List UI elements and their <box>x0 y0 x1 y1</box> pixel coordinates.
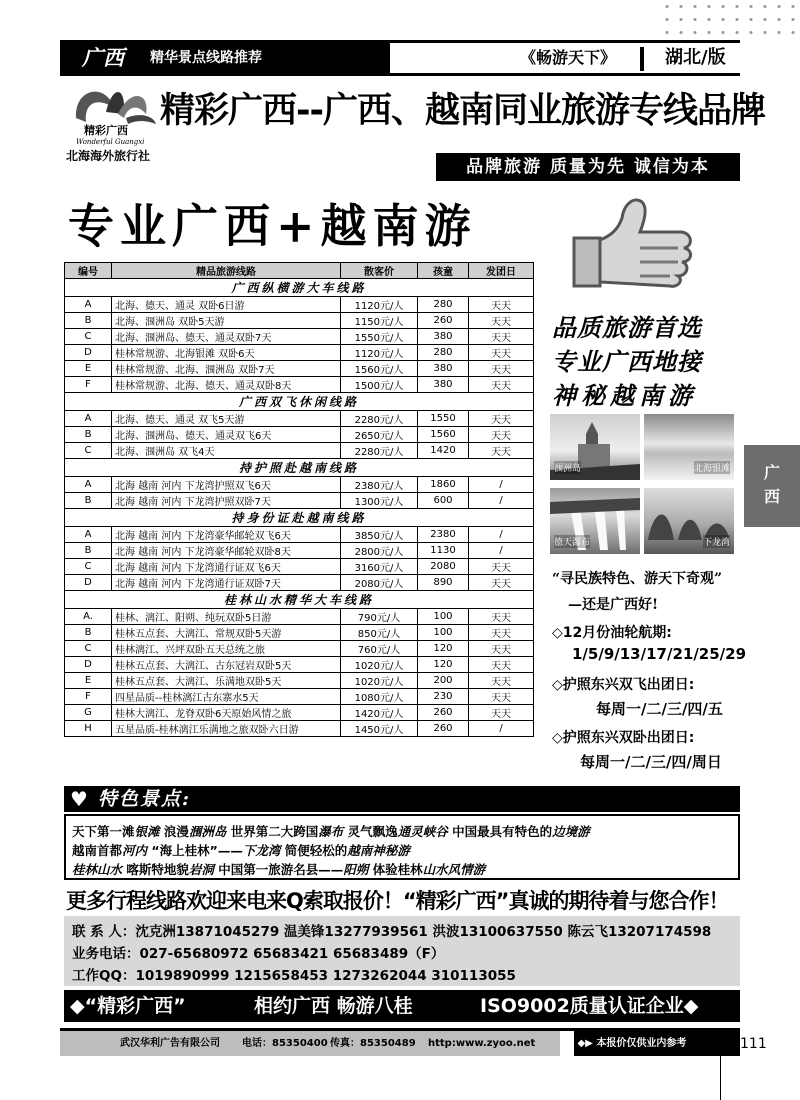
tagline-3: 神秘越南游 <box>552 381 697 410</box>
cell-route: 桂林常规游、北海、德天、通灵双卧8天 <box>112 377 341 393</box>
diamond-arrow-icon: ◆▶ <box>366 47 391 66</box>
table-row <box>65 543 534 559</box>
cell-price: 1120元/人 <box>341 345 418 361</box>
cell-price: 2280元/人 <box>341 443 418 459</box>
features-line-1 <box>72 822 590 840</box>
section-title: 持身份证赴越南线路 <box>65 509 534 527</box>
cell-code: E <box>65 361 112 377</box>
table-row <box>65 689 534 705</box>
cell-code: D <box>65 657 112 673</box>
bottom-slogan-middle: 相约广西 畅游八桂 <box>254 995 413 1017</box>
cell-code: B <box>65 493 112 509</box>
more-routes-line: 更多行程线路欢迎来电来Q索取报价！“精彩广西”真诚的期待着与您合作！ <box>66 889 729 913</box>
cell-code: A <box>65 477 112 493</box>
cell-child: 2080 <box>418 559 469 575</box>
feature-emph: 边境游 <box>552 824 590 839</box>
feature-text: “海上桂林”—— <box>151 843 243 858</box>
table-row <box>65 477 534 493</box>
cell-route: 北海、德天、通灵 双卧6日游 <box>112 297 341 313</box>
cell-child: 120 <box>418 641 469 657</box>
cell-depart: 天天 <box>469 297 534 313</box>
cell-route: 桂林漓江、兴坪双卧五天总统之旅 <box>112 641 341 657</box>
cell-depart: 天天 <box>469 559 534 575</box>
cell-price: 1080元/人 <box>341 689 418 705</box>
side-tab-char: 广 <box>763 463 780 482</box>
feature-text: 浪漫 <box>163 824 189 839</box>
cell-depart: 天天 <box>469 361 534 377</box>
cell-price: 850元/人 <box>341 625 418 641</box>
feature-emph: 瀑布 <box>318 824 344 839</box>
heart-icon: ♥ <box>70 787 88 811</box>
table-row <box>65 673 534 689</box>
cell-child: 200 <box>418 673 469 689</box>
cell-depart: 天天 <box>469 329 534 345</box>
cell-price: 790元/人 <box>341 609 418 625</box>
cell-child: 100 <box>418 609 469 625</box>
cell-child: 380 <box>418 377 469 393</box>
cell-price: 2380元/人 <box>341 477 418 493</box>
section-title: 广西双飞休闲线路 <box>65 393 534 411</box>
cell-price: 2080元/人 <box>341 575 418 591</box>
section-header-row <box>65 279 534 297</box>
cell-route: 北海、涠洲岛 双卧5天游 <box>112 313 341 329</box>
photo-label: 德天瀑布 <box>554 535 590 548</box>
cell-child: 600 <box>418 493 469 509</box>
cell-child: 380 <box>418 329 469 345</box>
col-header-code: 编号 <box>65 263 112 279</box>
cell-code: F <box>65 689 112 705</box>
cell-child: 1420 <box>418 443 469 459</box>
cell-depart: 天天 <box>469 377 534 393</box>
bottom-slogan-bar <box>64 990 740 1022</box>
cell-depart: 天天 <box>469 625 534 641</box>
table-row <box>65 705 534 721</box>
cell-code: A <box>65 527 112 543</box>
brand-headline: 精彩广西--广西、越南同业旅游专线品牌 <box>160 91 766 131</box>
cell-price: 1550元/人 <box>341 329 418 345</box>
cell-price: 3160元/人 <box>341 559 418 575</box>
feature-text: 简便轻松的 <box>284 843 348 858</box>
feature-text: 灵气飘逸 <box>347 824 398 839</box>
cell-route: 五星品质-桂林漓江乐满地之旅双卧六日游 <box>112 721 341 737</box>
cell-child: 380 <box>418 361 469 377</box>
footer-fax: 传真：85350489 <box>330 1038 416 1049</box>
photo-weizhou-island <box>550 414 640 480</box>
table-row <box>65 329 534 345</box>
section-title: 桂林山水精华大车线路 <box>65 591 534 609</box>
cell-route: 桂林五点套、大漓江、古东冠岩双卧5天 <box>112 657 341 673</box>
cell-child: 280 <box>418 297 469 313</box>
cell-route: 北海 越南 河内 下龙湾通行证双飞6天 <box>112 559 341 575</box>
cell-route: 北海 越南 河内 下龙湾护照双卧7天 <box>112 493 341 509</box>
cell-code: E <box>65 673 112 689</box>
cell-code: C <box>65 443 112 459</box>
section-header-row <box>65 459 534 477</box>
feature-text: 越南首都 <box>72 843 123 858</box>
cell-child: 1860 <box>418 477 469 493</box>
cell-route: 北海 越南 河内 下龙湾护照双飞6天 <box>112 477 341 493</box>
cell-code: F <box>65 377 112 393</box>
logo-text: 精彩广西 <box>84 124 128 137</box>
cell-route: 北海、涠洲岛 双飞4天 <box>112 443 341 459</box>
cell-child: 100 <box>418 625 469 641</box>
section-header-row <box>65 591 534 609</box>
cell-code: B <box>65 313 112 329</box>
table-row <box>65 527 534 543</box>
schedule-heading: ◇12月份油轮航期: <box>552 625 672 641</box>
col-header-price: 散客价 <box>341 263 418 279</box>
cell-child: 260 <box>418 721 469 737</box>
cell-route: 北海 越南 河内 下龙湾豪华邮轮双飞6天 <box>112 527 341 543</box>
agency-name: 北海海外旅行社 <box>66 149 151 163</box>
footer-company: 武汉华利广告有限公司 <box>120 1038 220 1049</box>
table-row <box>65 313 534 329</box>
table-row <box>65 345 534 361</box>
cell-child: 1560 <box>418 427 469 443</box>
cell-depart: 天天 <box>469 411 534 427</box>
bottom-slogan-right: ISO9002质量认证企业◆ <box>480 995 699 1017</box>
quote-line-1: “寻民族特色、游天下奇观” <box>552 571 723 587</box>
feature-emph: 银滩 <box>134 824 160 839</box>
cell-price: 2280元/人 <box>341 411 418 427</box>
cell-route: 北海、德天、通灵 双飞5天游 <box>112 411 341 427</box>
cell-code: C <box>65 329 112 345</box>
footer-note-box <box>574 1031 740 1056</box>
cell-code: C <box>65 559 112 575</box>
col-header-child: 孩童 <box>418 263 469 279</box>
feature-emph: 桂林山水 <box>72 862 123 877</box>
contact-people: 联 系 人：沈克洲13871045279 温美锋13277939561 洪波13100637550 陈云飞13207174598 <box>72 924 712 940</box>
cell-child: 1550 <box>418 411 469 427</box>
cell-route: 北海 越南 河内 下龙湾豪华邮轮双卧8天 <box>112 543 341 559</box>
feature-text: 喀斯特地貌 <box>126 862 189 877</box>
cell-child: 260 <box>418 705 469 721</box>
cell-route: 桂林五点套、大漓江、乐满地双卧5天 <box>112 673 341 689</box>
cell-route: 北海 越南 河内 下龙湾通行证双卧7天 <box>112 575 341 591</box>
schedule-value: 每周一/二/三/四/周日 <box>580 753 722 771</box>
cell-price: 1560元/人 <box>341 361 418 377</box>
cell-child: 890 <box>418 575 469 591</box>
side-tab-guangxi <box>744 445 800 527</box>
feature-text: 中国第一旅游名县—— <box>218 862 344 877</box>
footer-arrow-icon: ◆▶ <box>574 1038 597 1049</box>
cell-price: 1450元/人 <box>341 721 418 737</box>
cell-depart: 天天 <box>469 575 534 591</box>
bottom-slogan-left: ◆“精彩广西” <box>70 995 186 1017</box>
cell-code: H <box>65 721 112 737</box>
cell-route: 桂林常规游、北海银滩 双卧6天 <box>112 345 341 361</box>
cell-price: 1020元/人 <box>341 657 418 673</box>
cell-route: 桂林五点套、大漓江、常规双卧5天游 <box>112 625 341 641</box>
table-row <box>65 427 534 443</box>
cell-price: 2800元/人 <box>341 543 418 559</box>
logo-subtext: Wonderful Guangxi <box>76 138 145 146</box>
cell-price: 760元/人 <box>341 641 418 657</box>
cell-code: B <box>65 543 112 559</box>
table-row <box>65 361 534 377</box>
table-row <box>65 657 534 673</box>
photo-label: 北海银滩 <box>694 461 730 474</box>
cell-depart: 天天 <box>469 443 534 459</box>
section-title: 持护照赴越南线路 <box>65 459 534 477</box>
cell-route: 桂林常规游、北海、涠洲岛 双卧7天 <box>112 361 341 377</box>
table-row <box>65 443 534 459</box>
cell-depart: 天天 <box>469 345 534 361</box>
cell-code: B <box>65 427 112 443</box>
features-box <box>64 814 740 880</box>
feature-emph: 阳朔 <box>343 862 369 877</box>
table-row <box>65 411 534 427</box>
table-row <box>65 609 534 625</box>
feature-emph: 涠洲岛 <box>188 824 227 839</box>
feature-emph: 河内 <box>122 843 148 858</box>
page-footer <box>60 1028 740 1059</box>
col-header-route: 精品旅游线路 <box>112 263 341 279</box>
cell-code: C <box>65 641 112 657</box>
routes-table <box>64 262 534 737</box>
col-header-depart: 发团日 <box>469 263 534 279</box>
photo-halong-bay <box>644 488 734 554</box>
quote-line-2: —还是广西好! <box>568 597 659 613</box>
brand-slogan: 品牌旅游 质量为先 诚信为本 <box>436 153 740 181</box>
cell-price: 1150元/人 <box>341 313 418 329</box>
cell-depart: 天天 <box>469 705 534 721</box>
table-row <box>65 641 534 657</box>
page-number: 111 <box>740 1036 767 1052</box>
cell-price: 1500元/人 <box>341 377 418 393</box>
features-line-2 <box>72 841 410 859</box>
cell-depart: 天天 <box>469 427 534 443</box>
schedule-value: 每周一/二/三/四/五 <box>596 700 723 718</box>
cell-route: 北海、涠洲岛、德天、通灵双卧7天 <box>112 329 341 345</box>
cell-price: 1420元/人 <box>341 705 418 721</box>
schedule-heading: ◇护照东兴双卧出团日: <box>552 730 695 746</box>
side-tab-char: 西 <box>763 487 780 506</box>
cell-route: 桂林、漓江、阳朔、纯玩双卧5日游 <box>112 609 341 625</box>
cell-route: 四星品质--桂林漓江古东寨水5天 <box>112 689 341 705</box>
feature-emph: 山水风情游 <box>422 862 486 877</box>
schedule-heading: ◇护照东兴双飞出团日: <box>552 677 695 693</box>
table-row <box>65 559 534 575</box>
cell-code: A <box>65 411 112 427</box>
table-header-row <box>65 263 534 279</box>
brand-logo <box>66 78 164 146</box>
footer-web: http:www.zyoo.net <box>428 1038 536 1049</box>
cell-price: 1120元/人 <box>341 297 418 313</box>
table-row <box>65 575 534 591</box>
thumbs-up-icon <box>560 190 710 290</box>
feature-emph: 越南神秘游 <box>347 843 410 858</box>
cell-child: 120 <box>418 657 469 673</box>
cell-depart: 天天 <box>469 689 534 705</box>
schedule-value: 1/5/9/13/17/21/25/29 <box>572 645 747 663</box>
table-row <box>65 721 534 737</box>
cell-code: A <box>65 297 112 313</box>
edition-label: 湖北/版 <box>665 47 726 68</box>
table-row <box>65 377 534 393</box>
feature-text: 世界第二大跨国 <box>230 824 319 839</box>
cell-depart: / <box>469 543 534 559</box>
top-header-bar <box>60 40 740 76</box>
features-line-3 <box>72 860 485 878</box>
cell-child: 260 <box>418 313 469 329</box>
contact-qq: 工作QQ：1019890999 1215658453 1273262044 310113055 <box>72 968 516 984</box>
cell-depart: / <box>469 527 534 543</box>
cell-depart: 天天 <box>469 641 534 657</box>
edition-separator <box>640 47 644 71</box>
cell-code: G <box>65 705 112 721</box>
cell-depart: / <box>469 493 534 509</box>
cell-child: 280 <box>418 345 469 361</box>
tagline-2: 专业广西地接 <box>552 347 702 376</box>
feature-emph: 岩洞 <box>188 862 214 877</box>
cell-child: 230 <box>418 689 469 705</box>
cell-child: 1130 <box>418 543 469 559</box>
cell-price: 2650元/人 <box>341 427 418 443</box>
feature-text: 天下第一滩 <box>72 824 135 839</box>
contact-box <box>64 916 740 986</box>
footer-note: 本报价仅供业内参考 <box>596 1038 687 1049</box>
features-title-bar <box>64 786 740 812</box>
photo-label: 下龙湾 <box>703 535 730 548</box>
footer-phone: 电话：85350400 <box>242 1038 328 1049</box>
header-subtitle: 精华景点线路推荐 <box>150 50 262 66</box>
footer-divider-line <box>720 1028 721 1100</box>
features-title: 特色景点: <box>98 788 192 810</box>
cell-code: D <box>65 575 112 591</box>
big-title: 专业广西+越南游 <box>68 199 477 253</box>
table-row <box>65 493 534 509</box>
routes-table-body <box>65 279 534 737</box>
cell-depart: 天天 <box>469 609 534 625</box>
cell-code: B <box>65 625 112 641</box>
cell-route: 北海、涠洲岛、德天、通灵双飞6天 <box>112 427 341 443</box>
cell-depart: 天天 <box>469 673 534 689</box>
cell-code: D <box>65 345 112 361</box>
cell-depart: / <box>469 477 534 493</box>
feature-text: 体验桂林 <box>372 862 423 877</box>
feature-emph: 下龙湾 <box>242 843 281 858</box>
feature-text: 中国最具有特色的 <box>452 824 553 839</box>
cell-price: 1300元/人 <box>341 493 418 509</box>
tagline-1: 品质旅游首选 <box>552 313 702 342</box>
header-black-block <box>60 43 390 73</box>
cell-depart: / <box>469 721 534 737</box>
cell-code: A. <box>65 609 112 625</box>
table-row <box>65 625 534 641</box>
cell-price: 3850元/人 <box>341 527 418 543</box>
magazine-name: 《畅游天下》 <box>520 48 617 67</box>
cell-child: 2380 <box>418 527 469 543</box>
cell-depart: 天天 <box>469 313 534 329</box>
section-title: 广西纵横游大车线路 <box>65 279 534 297</box>
cell-price: 1020元/人 <box>341 673 418 689</box>
contact-phones: 业务电话：027-65680972 65683421 65683489（F） <box>72 946 445 962</box>
photo-label: 涠洲岛 <box>554 461 581 474</box>
section-header-row <box>65 509 534 527</box>
cell-depart: 天天 <box>469 657 534 673</box>
feature-emph: 通灵峡谷 <box>397 824 448 839</box>
table-row <box>65 297 534 313</box>
photo-beihai-beach <box>644 414 734 480</box>
photo-detian-waterfall <box>550 488 640 554</box>
decorative-dots <box>660 0 800 40</box>
section-header-row <box>65 393 534 411</box>
cell-route: 桂林大漓江、龙脊双卧6天原始风情之旅 <box>112 705 341 721</box>
header-region: 广西 <box>82 45 124 70</box>
